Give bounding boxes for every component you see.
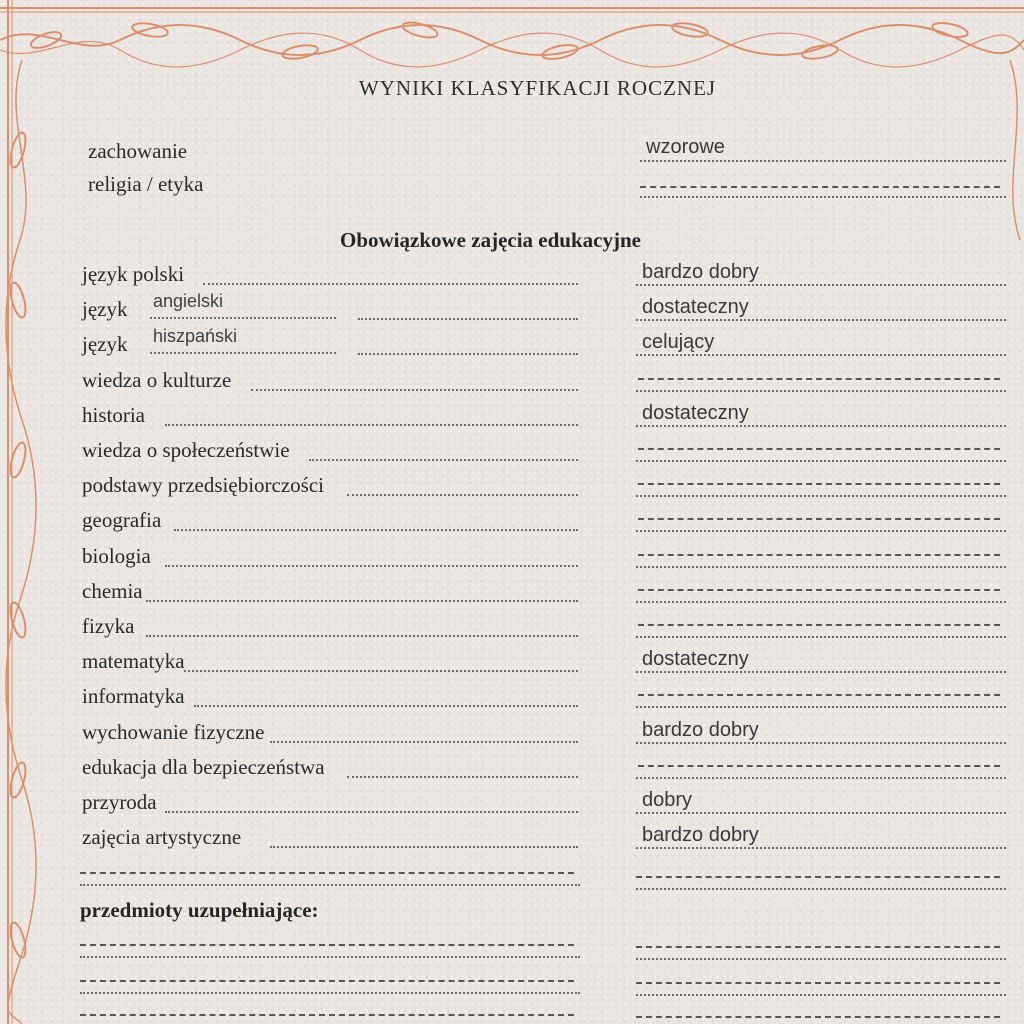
religion-label: religia / etyka: [88, 172, 204, 196]
grade-line: [636, 425, 1006, 427]
grade-line: [636, 284, 1006, 286]
blank-line: [636, 1016, 1000, 1018]
grade-line: [636, 742, 1006, 744]
subject-grade: dostateczny: [642, 296, 749, 319]
subject-label: język: [82, 297, 128, 322]
grade-line: [638, 378, 1000, 380]
subject-dotted-line: [270, 741, 578, 743]
subject-dotted-line: [347, 494, 578, 496]
grade-line: [636, 460, 1006, 462]
grade-line: [638, 694, 1000, 696]
subject-label: przyroda: [82, 790, 157, 814]
grade-line: [638, 518, 1000, 520]
grade-line: [636, 601, 1006, 603]
subject-grade: dostateczny: [642, 648, 749, 671]
subject-dotted-line: [174, 529, 578, 531]
subject-grade: dostateczny: [642, 401, 749, 424]
subject-label: fizyka: [82, 614, 135, 638]
grade-line: [638, 448, 1000, 450]
subject-label: podstawy przedsiębiorczości: [82, 473, 325, 498]
behavior-grade: wzorowe: [646, 136, 725, 158]
grade-line: [638, 483, 1000, 485]
subject-dotted-line: [150, 317, 336, 319]
subject-label: język: [82, 332, 128, 357]
subject-label: wychowanie fizyczne: [82, 719, 265, 744]
grade-line: [638, 765, 1000, 767]
grade-line: [636, 671, 1006, 673]
blank-line: [80, 944, 574, 946]
subject-label: biologia: [82, 543, 151, 568]
subject-dotted-line: [251, 389, 578, 391]
subject-dotted-line: [165, 424, 578, 426]
grade-line: [636, 390, 1006, 392]
blank-line: [636, 994, 1006, 996]
subject-label: wiedza o kulturze: [82, 367, 232, 392]
subject-label: geografia: [82, 508, 162, 533]
grade-line: [640, 160, 1006, 162]
subject-label: wiedza o społeczeństwie: [82, 438, 290, 462]
subject-dotted-line: [309, 459, 578, 461]
blank-line: [80, 956, 580, 958]
blank-line: [80, 992, 580, 994]
subject-label: matematyka: [82, 649, 185, 674]
subject-dotted-line: [358, 318, 578, 320]
grade-line: [638, 624, 1000, 626]
subject-grade: bardzo dobry: [642, 261, 759, 283]
subject-label: edukacja dla bezpieczeństwa: [82, 754, 325, 779]
grade-line: [638, 554, 1000, 556]
grade-line: [640, 196, 1006, 198]
mandatory-heading: Obowiązkowe zajęcia edukacyjne: [340, 228, 641, 252]
subject-dotted-line: [358, 353, 578, 355]
subject-label: chemia: [82, 578, 143, 603]
subject-handwritten: hiszpański: [153, 326, 238, 347]
grade-line: [636, 319, 1006, 321]
grade-line: [636, 777, 1006, 779]
behavior-label: zachowanie: [88, 139, 188, 163]
subject-grade: bardzo dobry: [642, 718, 759, 741]
subject-dotted-line: [184, 670, 578, 672]
subject-label: język polski: [82, 262, 185, 286]
subject-dotted-line: [165, 565, 578, 567]
grade-line: [636, 566, 1006, 568]
subject-grade: dobry: [642, 789, 693, 811]
supplementary-heading: przedmioty uzupełniające:: [80, 898, 319, 922]
blank-line: [636, 958, 1006, 960]
document-title: WYNIKI KLASYFIKACJI ROCZNEJ: [358, 76, 717, 100]
subject-dotted-line: [203, 283, 578, 285]
blank-line: [80, 872, 574, 874]
grade-line: [636, 812, 1006, 814]
subject-grade: bardzo dobry: [642, 824, 759, 847]
subject-dotted-line: [146, 600, 578, 602]
subject-label: informatyka: [82, 684, 185, 709]
subject-dotted-line: [146, 635, 578, 637]
grade-line: [636, 354, 1006, 356]
blank-line: [636, 982, 1000, 984]
subject-label: historia: [82, 402, 145, 427]
blank-line: [636, 888, 1006, 890]
blank-line: [636, 876, 1000, 878]
grade-line: [636, 636, 1006, 638]
grade-line: [636, 530, 1006, 532]
blank-line: [80, 1014, 574, 1016]
blank-line: [80, 980, 574, 982]
subject-grade: celujący: [642, 331, 715, 354]
subject-dotted-line: [165, 811, 578, 813]
grade-line: [638, 589, 1000, 591]
subject-label: zajęcia artystyczne: [82, 825, 242, 850]
subject-dotted-line: [194, 705, 578, 707]
grade-line: [636, 706, 1006, 708]
grade-line: [640, 186, 1000, 188]
subject-dotted-line: [347, 776, 578, 778]
grade-line: [636, 495, 1006, 497]
grade-line: [636, 847, 1006, 849]
subject-dotted-line: [270, 846, 578, 848]
subject-dotted-line: [150, 352, 336, 354]
subject-handwritten: angielski: [153, 291, 224, 312]
blank-line: [636, 946, 1000, 948]
blank-line: [80, 884, 580, 886]
